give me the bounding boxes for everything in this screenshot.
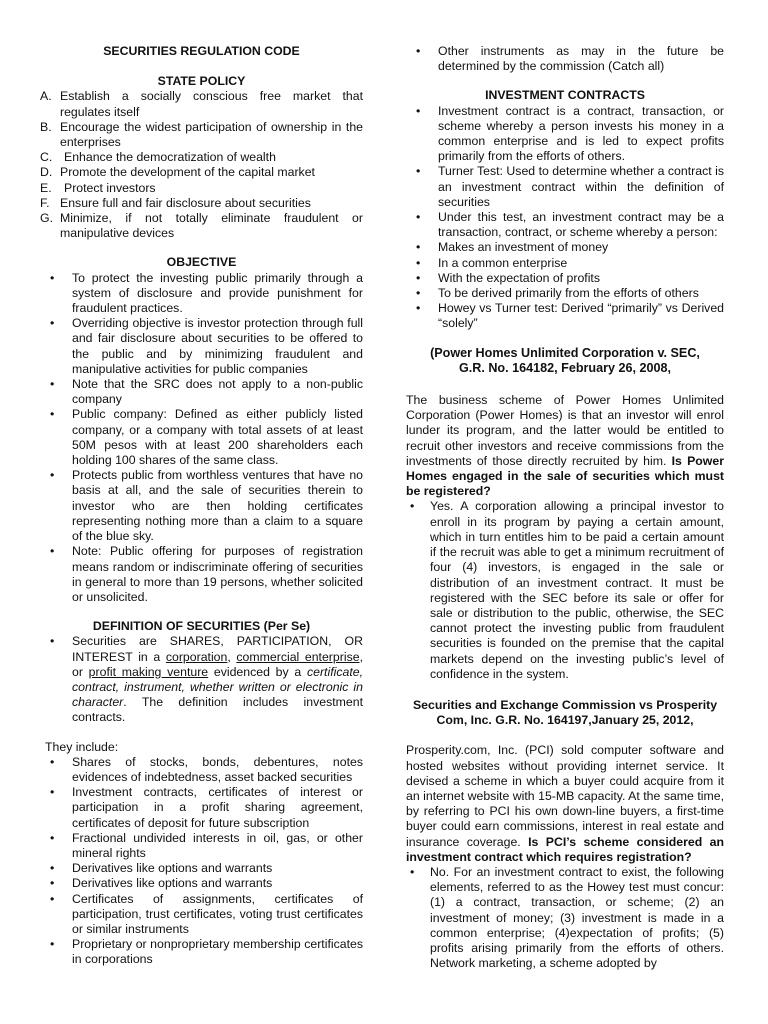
case2-heading-line1: Securities and Exchange Commission vs Prosperity	[412, 697, 718, 712]
list-item: • Overriding objective is investor protection through full and fair disclosure about securities to be offered to the public and by minimizing fraudulent and manipulative activities for public companies	[50, 316, 363, 376]
list-item: E. Protect investors	[40, 180, 156, 195]
list-item: • Derivatives like options and warrants	[50, 876, 273, 891]
list-item: • Protects public from worthless ventures that have no basis at all, and the sale of securities therein to investor who are then holding certificates representing nothing more than a claim to a square of the blue sky.	[50, 468, 363, 544]
list-item: A. Establish a socially conscious free market that regulates itself	[40, 89, 363, 119]
list-item: • Other instruments as may in the future be determined by the commission (Catch all)	[416, 44, 724, 74]
definition-list	[40, 634, 363, 725]
other-instruments-list	[406, 44, 724, 74]
they-include-label: They include:	[45, 739, 119, 754]
list-item: • Yes. A corporation allowing a principal investor to enroll in its program by paying a certain amount, which in turn entitles him to be paid a certain amount if the recruit was able to get a minimum recruitment of four (4) investors, is engaged in the sale or distribution of an investment contract. It must be registered with the SEC before its sale or offer for sale or distribution to the public, otherwise, the SEC cannot protect the investing public from fraudulent securities is founded on the premise that the capital markets depend on the investing public’s level of confidence in the system.	[410, 499, 724, 681]
list-item: • Fractional undivided interests in oil, gas, or other mineral rights	[50, 830, 363, 860]
list-item: • To protect the investing public primarily through a system of disclosure and provide punishment for fraudulent practices.	[50, 270, 363, 316]
case1-heading-line1: (Power Homes Unlimited Corporation v. SEC,	[430, 345, 700, 360]
list-item: • Turner Test: Used to determine whether a contract is an investment contract within the definition of securities	[416, 164, 724, 209]
case2-paragraph: Prosperity.com, Inc. (PCI) sold computer software and hosted websites without providing internet service. It devised a scheme in which a buyer could acquire from it an internet website with 15-MB capacity. At the same time, by referring to PCI his own down-line buyers, a first-time buyer could earn commissions, interest in real estate and insurance coverage. Is PCI’s scheme considered an investment contract which requires registration?	[406, 743, 724, 864]
list-item: • Investment contracts, certificates of interest or participation in a profit sharing agreement, certificates of deposit for future subscription	[50, 785, 363, 830]
case1-answer-list	[406, 499, 724, 681]
includes-list	[40, 755, 363, 968]
list-item: • With the expectation of profits	[416, 270, 600, 285]
case1-paragraph: The business scheme of Power Homes Unlimited Corporation (Power Homes) is that an investor will enrol lunder its program, and the latter would be entitled to recruit other investors and receive commissions from the investments of those directly recruited by him. Is Power Homes engaged in the sale of securities which must be registered?	[406, 393, 724, 499]
list-item: • Shares of stocks, bonds, debentures, notes evidences of indebtedness, asset backed securities	[50, 754, 363, 784]
investment-contracts-list	[406, 104, 724, 332]
right-column	[406, 44, 724, 971]
list-item: G. Minimize, if not totally eliminate fraudulent or manipulative devices	[40, 211, 363, 241]
case1-heading-line2: G.R. No. 164182, February 26, 2008,	[458, 360, 672, 375]
list-item: • Proprietary or nonproprietary membership certificates in corporations	[50, 937, 363, 967]
list-item: • Investment contract is a contract, transaction, or scheme whereby a person invests his money in a common enterprise and is led to expect profits primarily from the efforts of others.	[416, 103, 724, 164]
definition-heading: DEFINITION OF SECURITIES (Per Se)	[92, 619, 311, 634]
objective-heading: OBJECTIVE	[166, 255, 237, 270]
list-item: • Note that the SRC does not apply to a non-public company	[50, 377, 363, 407]
list-item: • No. For an investment contract to exist, the following elements, referred to as the Howey test must concur: (1) a contract, transaction, or scheme; (2) an investment of money; (3) investment is made in a common enterprise; (4)expectation of profits; (5) profits arising primarily from the efforts of others. Network marketing, a scheme adopted by	[410, 864, 724, 971]
list-item: B. Encourage the widest participation of ownership in the enterprises	[40, 119, 363, 150]
list-item: • Howey vs Turner test: Derived “primarily” vs Derived “solely”	[416, 301, 724, 331]
document-title: SECURITIES REGULATION CODE	[103, 44, 300, 58]
list-item: • Securities are SHARES, PARTICIPATION, OR INTEREST in a corporation, commercial enterprise, or profit making venture evidenced by a certificate, contract, instrument, whether written or electronic in character. The definition includes investment contracts.	[50, 634, 364, 725]
investment-contracts-heading: INVESTMENT CONTRACTS	[485, 88, 645, 103]
state-policy-list	[40, 89, 363, 241]
left-column	[40, 44, 363, 968]
list-item: • Under this test, an investment contract may be a transaction, contract, or scheme whereby a person:	[416, 210, 724, 240]
list-item: F. Ensure full and fair disclosure about securities	[40, 195, 311, 210]
list-item: C. Enhance the democratization of wealth	[40, 150, 276, 165]
list-item: • To be derived primarily from the efforts of others	[416, 286, 699, 301]
list-item: • In a common enterprise	[416, 255, 568, 270]
case2-heading-line2: Com, Inc. G.R. No. 164197,January 25, 2012,	[436, 713, 694, 728]
list-item: • Certificates of assignments, certificates of participation, trust certificates, voting trust certificates or similar instruments	[50, 891, 363, 936]
list-item: • Note: Public offering for purposes of registration means random or indiscriminate offering of securities in general to more than 19 persons, whether solicited or unsolicited.	[50, 544, 363, 604]
list-item: • Public company: Defined as either publicly listed company, or a company with total assets of at least 50M pesos with at least 200 shareholders each holding 100 shares of the same class.	[50, 407, 363, 468]
definition-text: Securities are SHARES, PARTICIPATION, OR INTEREST in a corporation, commercial enterprise, or profit making venture evidenced by a certificate, contract, instrument, whether written or electronic in character. The definition includes investment contracts.	[72, 634, 364, 725]
list-item: • Derivatives like options and warrants	[50, 861, 273, 876]
objective-list	[40, 271, 363, 605]
list-item: • Makes an investment of money	[416, 240, 609, 255]
state-policy-heading: STATE POLICY	[157, 74, 246, 89]
list-item: D. Promote the development of the capital market	[40, 165, 315, 180]
case2-answer-list	[406, 865, 724, 971]
